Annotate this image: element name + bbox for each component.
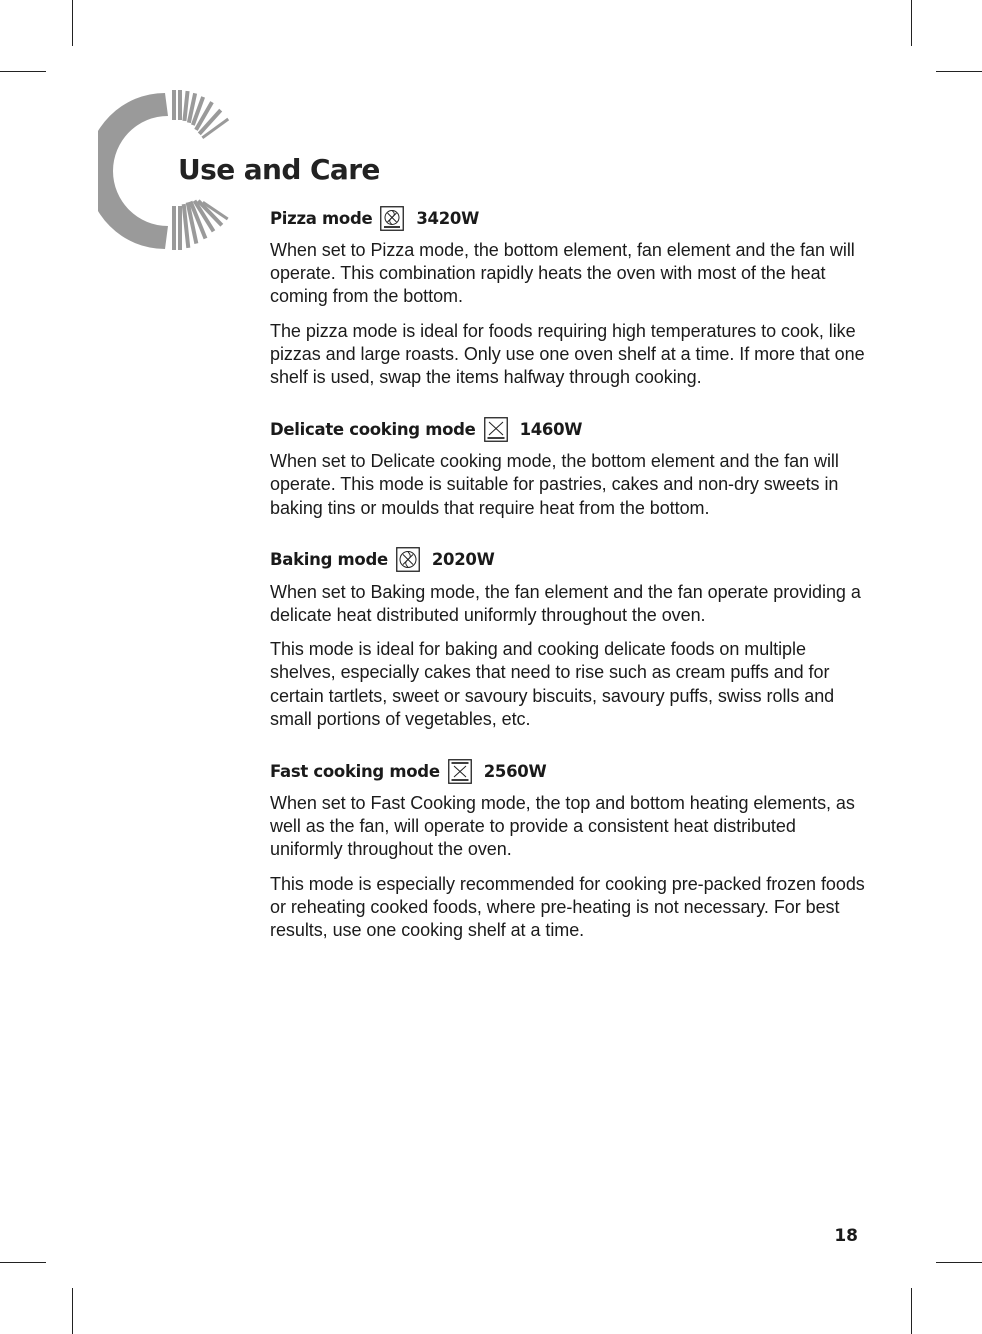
mode-power: 3420W [416, 208, 479, 228]
mode-title: Baking mode [270, 550, 388, 570]
mode-power: 2560W [483, 761, 547, 781]
paragraph: When set to Baking mode, the fan element and the fan operate providing a delicate heat distributed uniformly throughout the oven. [270, 581, 861, 626]
page-title: Use and Care [178, 153, 380, 186]
mode-heading [270, 204, 870, 232]
paragraph: The pizza mode is ideal for foods requiring high temperatures to cook, like pizzas and large roasts. Only use one oven shelf at a time. If more that one shelf is used, swap the items halfway through cooking. [270, 320, 865, 388]
mode-title: Fast cooking mode [270, 761, 440, 781]
mode-power: 1460W [519, 419, 583, 439]
paragraph: When set to Pizza mode, the bottom element, fan element and the fan will operate. This combination rapidly heats the oven with most of the heat coming from the bottom. [270, 240, 855, 307]
crop-mark [72, 1288, 73, 1334]
paragraph: When set to Delicate cooking mode, the bottom element and the fan will operate. This mode is suitable for pastries, cakes and non-dry sweets in baking tins or moulds that require heat from the bottom. [270, 451, 839, 518]
crop-mark [936, 71, 982, 72]
pizza-mode-section [270, 204, 870, 389]
delicate-cooking-mode-icon [484, 417, 508, 442]
mode-title: Delicate cooking mode [270, 419, 476, 439]
baking-mode-icon [396, 547, 420, 572]
page-number: 18 [834, 1226, 858, 1246]
mode-heading [270, 757, 870, 785]
crop-mark [0, 71, 46, 72]
baking-mode-section [270, 546, 870, 731]
crop-mark [936, 1262, 982, 1263]
mode-power: 2020W [431, 550, 495, 570]
mode-list [270, 204, 870, 942]
mode-title: Pizza mode [270, 208, 373, 228]
fast-cooking-mode-icon [448, 759, 472, 784]
fast-cooking-mode-section [270, 757, 870, 942]
pizza-mode-icon [380, 206, 404, 231]
delicate-cooking-mode-section [270, 415, 870, 520]
crop-mark [0, 1262, 46, 1263]
mode-heading [270, 546, 870, 574]
crop-mark [911, 0, 912, 46]
crop-mark [72, 0, 73, 46]
paragraph: When set to Fast Cooking mode, the top and bottom heating elements, as well as the fan, will operate to provide a consistent heat distributed uniformly throughout the oven. [270, 793, 855, 860]
crop-mark [911, 1288, 912, 1334]
paragraph: This mode is ideal for baking and cooking delicate foods on multiple shelves, especially cakes that need to rise such as cream puffs and for certain tartlets, sweet or savoury biscuits, savoury puffs, swiss rolls and small portions of vegetables, etc. [270, 639, 835, 729]
paragraph: This mode is especially recommended for cooking pre-packed frozen foods or reheating cooked foods, where pre-heating is not necessary. For best results, use one cooking shelf at a time. [270, 873, 865, 941]
mode-heading [270, 415, 870, 443]
